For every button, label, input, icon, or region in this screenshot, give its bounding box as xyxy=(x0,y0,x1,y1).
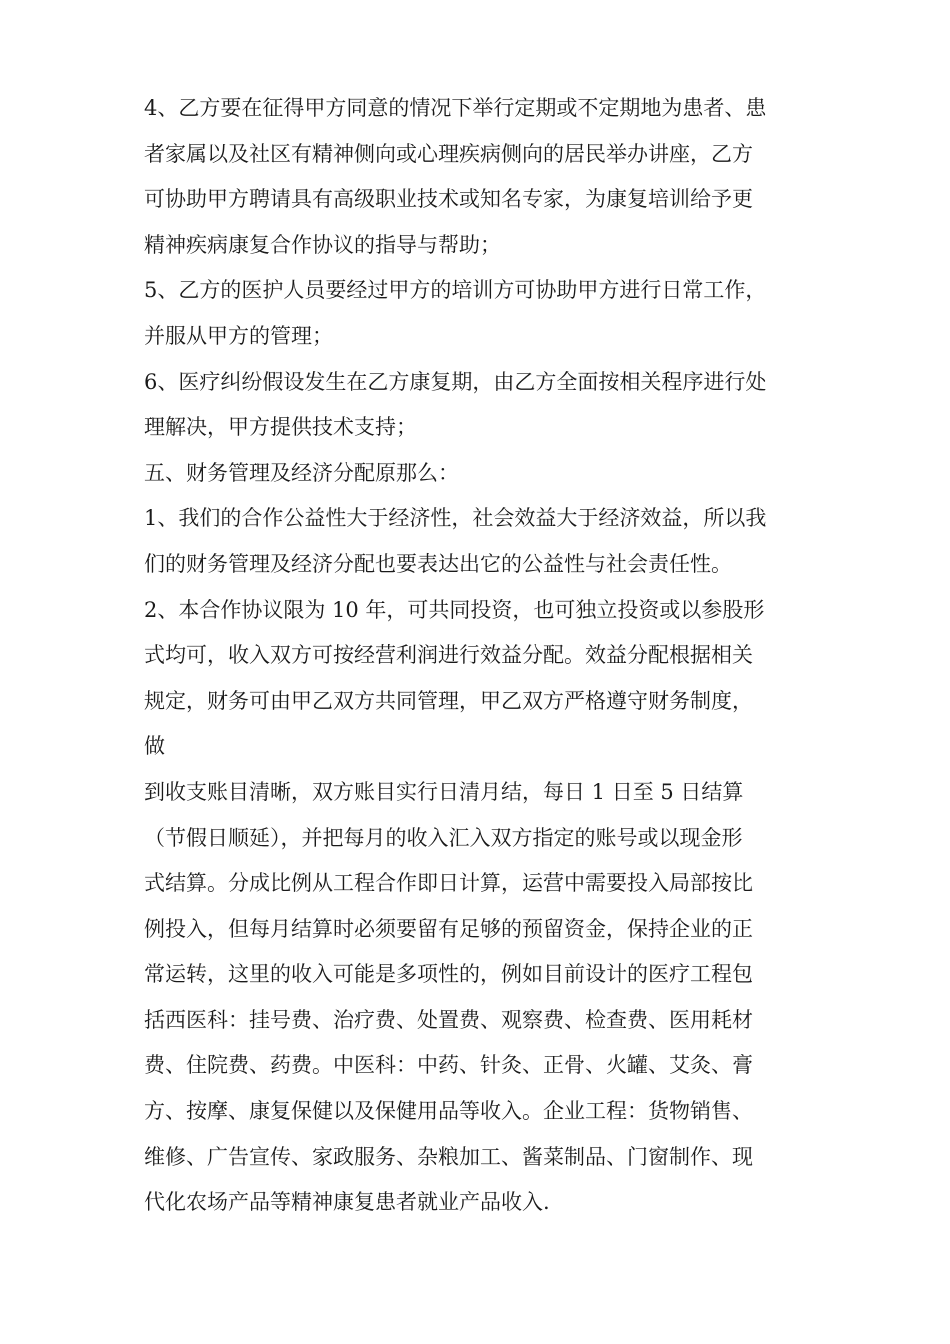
text-line: 4、乙方要在征得甲方同意的情况下举行定期或不定期地为患者、患 xyxy=(144,96,767,120)
text-line: 代化农场产品等精神康复患者就业产品收入. xyxy=(144,1190,550,1215)
text-line: 方、按摩、康复保健以及保健用品等收入。企业工程：货物销售、 xyxy=(144,1099,753,1124)
text-line: 1、我们的合作公益性大于经济性，社会效益大于经济效益，所以我 xyxy=(144,506,767,531)
text-line: 精神疾病康复合作协议的指导与帮助； xyxy=(144,232,501,257)
text-line: 做 xyxy=(144,734,165,759)
text-line: 2、本合作协议限为 10 年，可共同投资，也可独立投资或以参股形 xyxy=(144,597,765,622)
text-line: 维修、广告宣传、家政服务、杂粮加工、酱菜制品、门窗制作、现 xyxy=(144,1144,753,1169)
text-line: 费、住院费、药费。中医科：中药、针灸、正骨、火罐、艾灸、膏 xyxy=(144,1053,753,1078)
text-line: 6、医疗纠纷假设发生在乙方康复期，由乙方全面按相关程序进行处 xyxy=(144,369,767,394)
text-line: 到收支账目清晰，双方账目实行日清月结，每日 1 日至 5 日结算 xyxy=(144,779,744,804)
text-line: 常运转，这里的收入可能是多项性的，例如目前设计的医疗工程包 xyxy=(144,962,753,987)
text-line: （节假日顺延），并把每月的收入汇入双方指定的账号或以现金形 xyxy=(144,825,743,850)
text-line: 规定，财务可由甲乙双方共同管理，甲乙双方严格遵守财务制度， xyxy=(144,688,753,713)
text-line: 者家属以及社区有精神侧向或心理疾病侧向的居民举办讲座，乙方 xyxy=(144,141,753,166)
text-line: 例投入，但每月结算时必须要留有足够的预留资金，保持企业的正 xyxy=(144,916,753,941)
text-line: 式均可，收入双方可按经营利润进行效益分配。效益分配根据相关 xyxy=(144,643,753,668)
text-line: 并服从甲方的管理； xyxy=(144,323,333,348)
section-heading: 五、财务管理及经济分配原那么： xyxy=(144,460,459,485)
text-line: 理解决，甲方提供技术支持； xyxy=(144,415,417,440)
document-body xyxy=(144,86,814,1226)
text-line: 们的财务管理及经济分配也要表达出它的公益性与社会责任性。 xyxy=(144,551,732,576)
text-line: 式结算。分成比例从工程合作即日计算，运营中需要投入局部按比 xyxy=(144,871,753,896)
text-line: 可协助甲方聘请具有高级职业技术或知名专家，为康复培训给予更 xyxy=(144,187,753,212)
text-line: 括西医科：挂号费、治疗费、处置费、观察费、检查费、医用耗材 xyxy=(144,1007,753,1032)
text-line: 5、乙方的医护人员要经过甲方的培训方可协助甲方进行日常工作， xyxy=(144,278,767,303)
